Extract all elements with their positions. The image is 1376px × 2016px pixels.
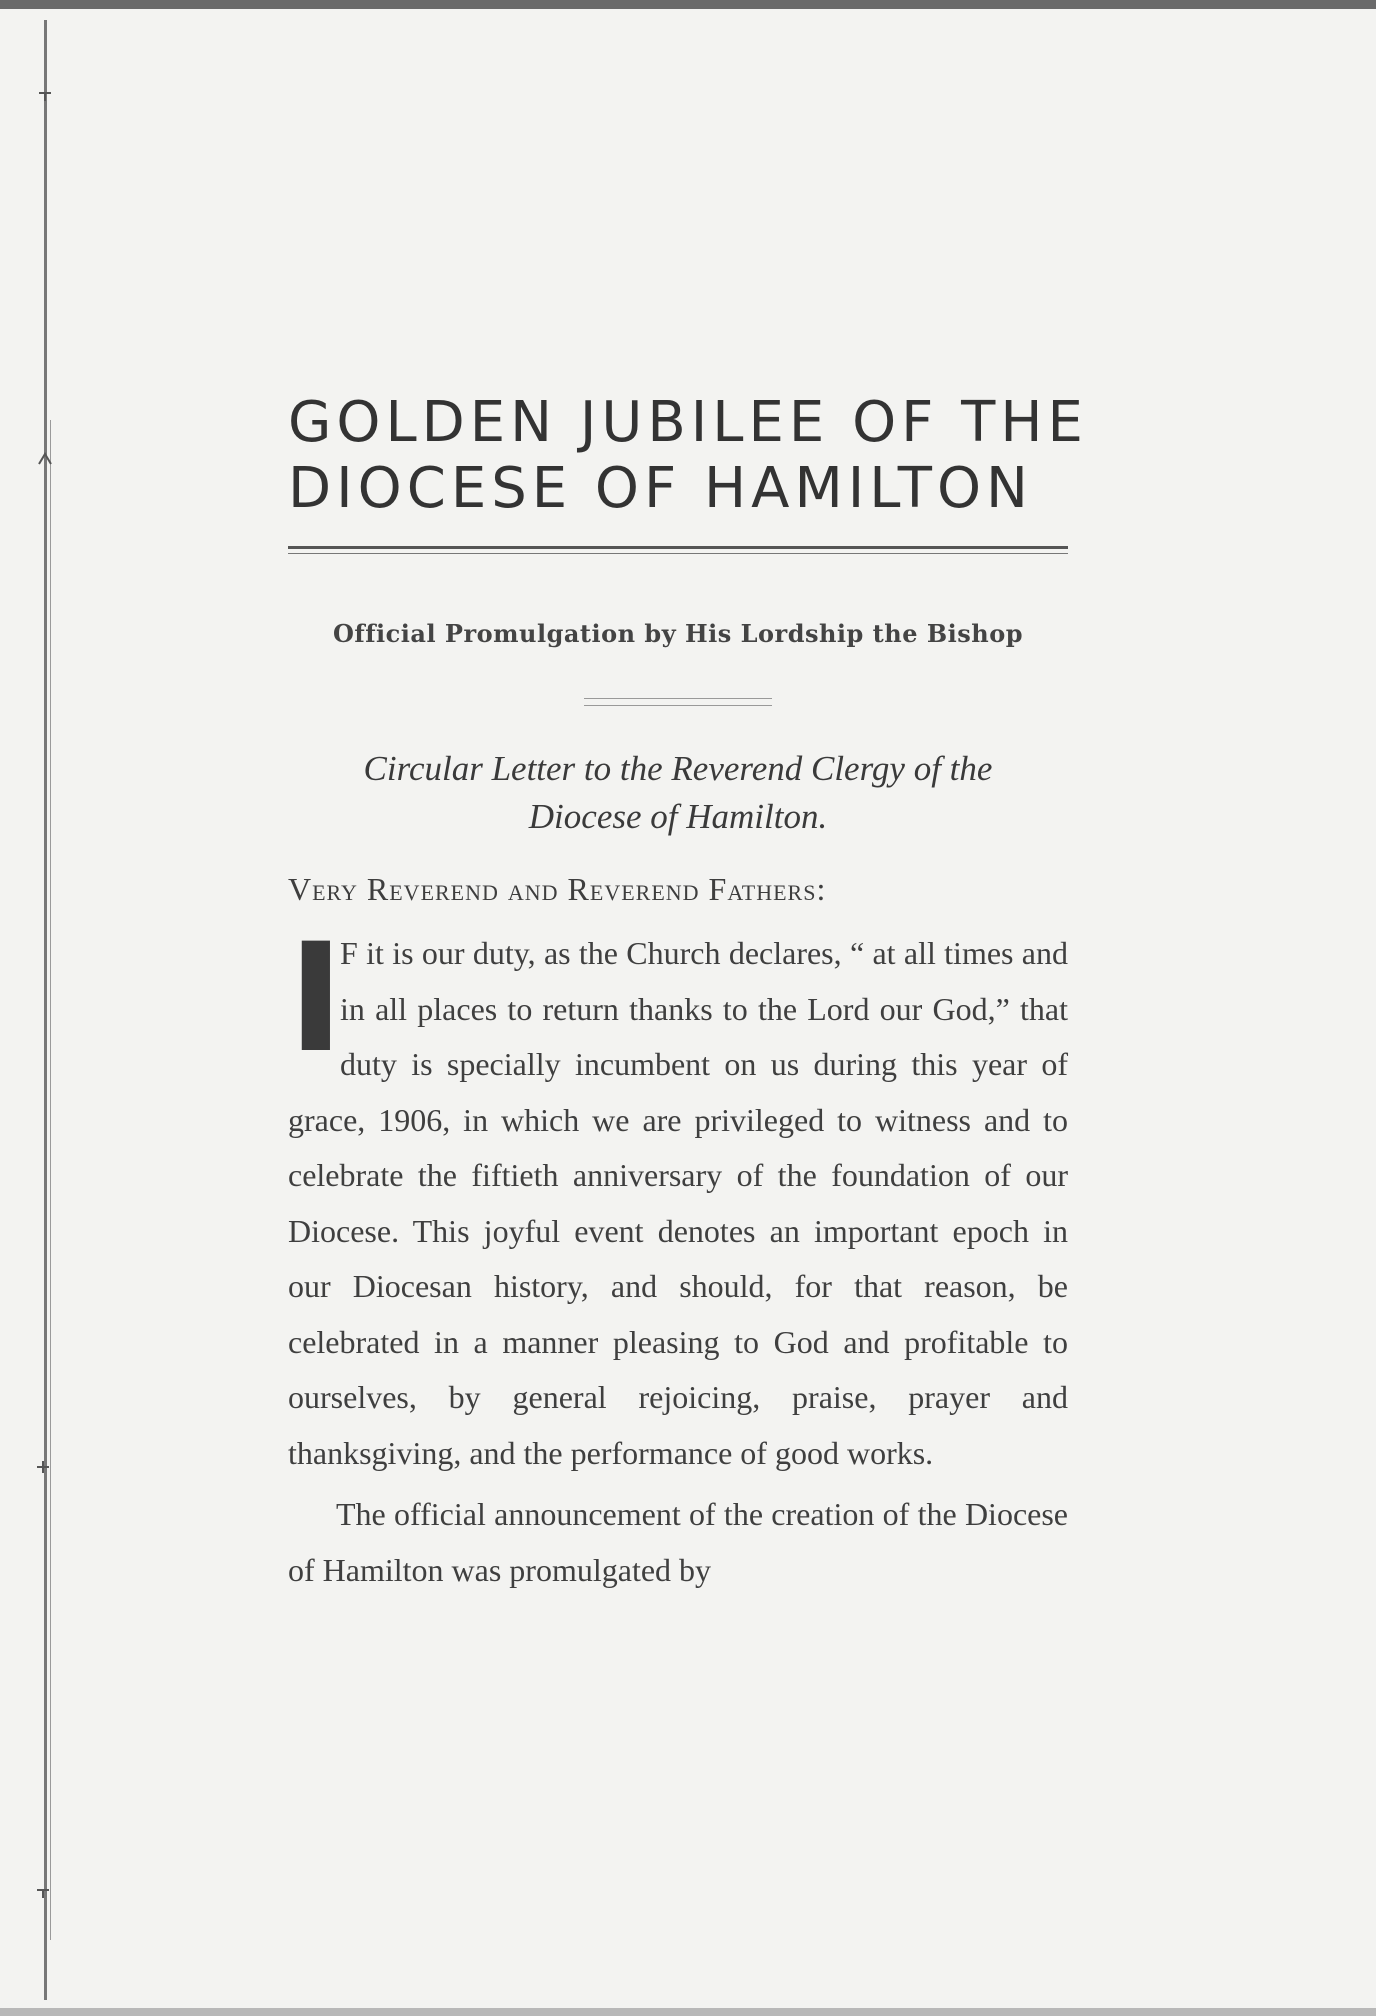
letter-heading-line-1: Circular Letter to the Reverend Clergy of the <box>363 749 993 788</box>
page-content <box>288 390 1088 1598</box>
drop-cap: I <box>288 912 344 1086</box>
salutation: Very Reverend and Reverend Fathers: <box>288 871 827 907</box>
title-line-2: DIOCESE OF HAMILTON <box>288 456 1033 521</box>
binding-spine-line <box>44 20 47 2000</box>
binding-stitch-icon <box>38 88 52 102</box>
binding-stitch-icon <box>38 452 52 466</box>
paragraph-1 <box>288 912 1068 1481</box>
paragraph-1-text: F it is our duty, as the Church declares, “ at all times and in all places to return thanks to the Lord our God,” that duty is specially incumbent on us during this year of grace, 1906, in which we are privileged to witness and to celebrate the fiftieth anniversary of the foundation of our Diocese. This joyful event denotes an important epoch in our Diocesan history, and should, for that reason, be celebrated in a manner pleasing to God and profitable to ourselves, by general rejoicing, praise, prayer and thanksgiving, and the performance of good works. <box>288 935 1068 1471</box>
binding-inner-line <box>50 420 51 1940</box>
paragraph-2: The official announcement of the creation of the Diocese of Hamilton was promulgated by <box>288 1496 1068 1588</box>
subtitle: Official Promulgation by His Lordship the Bishop <box>332 619 1023 648</box>
binding-stitch-icon <box>36 1885 50 1899</box>
top-page-edge <box>0 0 1376 9</box>
binding-stitch-icon <box>36 1460 50 1474</box>
letter-heading-line-2: Diocese of Hamilton. <box>528 797 828 836</box>
title-line-1: GOLDEN JUBILEE OF THE <box>288 390 1088 455</box>
book-binding <box>0 0 58 2016</box>
letter-heading <box>288 745 1068 841</box>
document-title <box>288 390 1088 522</box>
bottom-page-edge <box>0 2008 1376 2016</box>
section-divider <box>584 698 772 699</box>
title-double-rule <box>288 546 1068 549</box>
